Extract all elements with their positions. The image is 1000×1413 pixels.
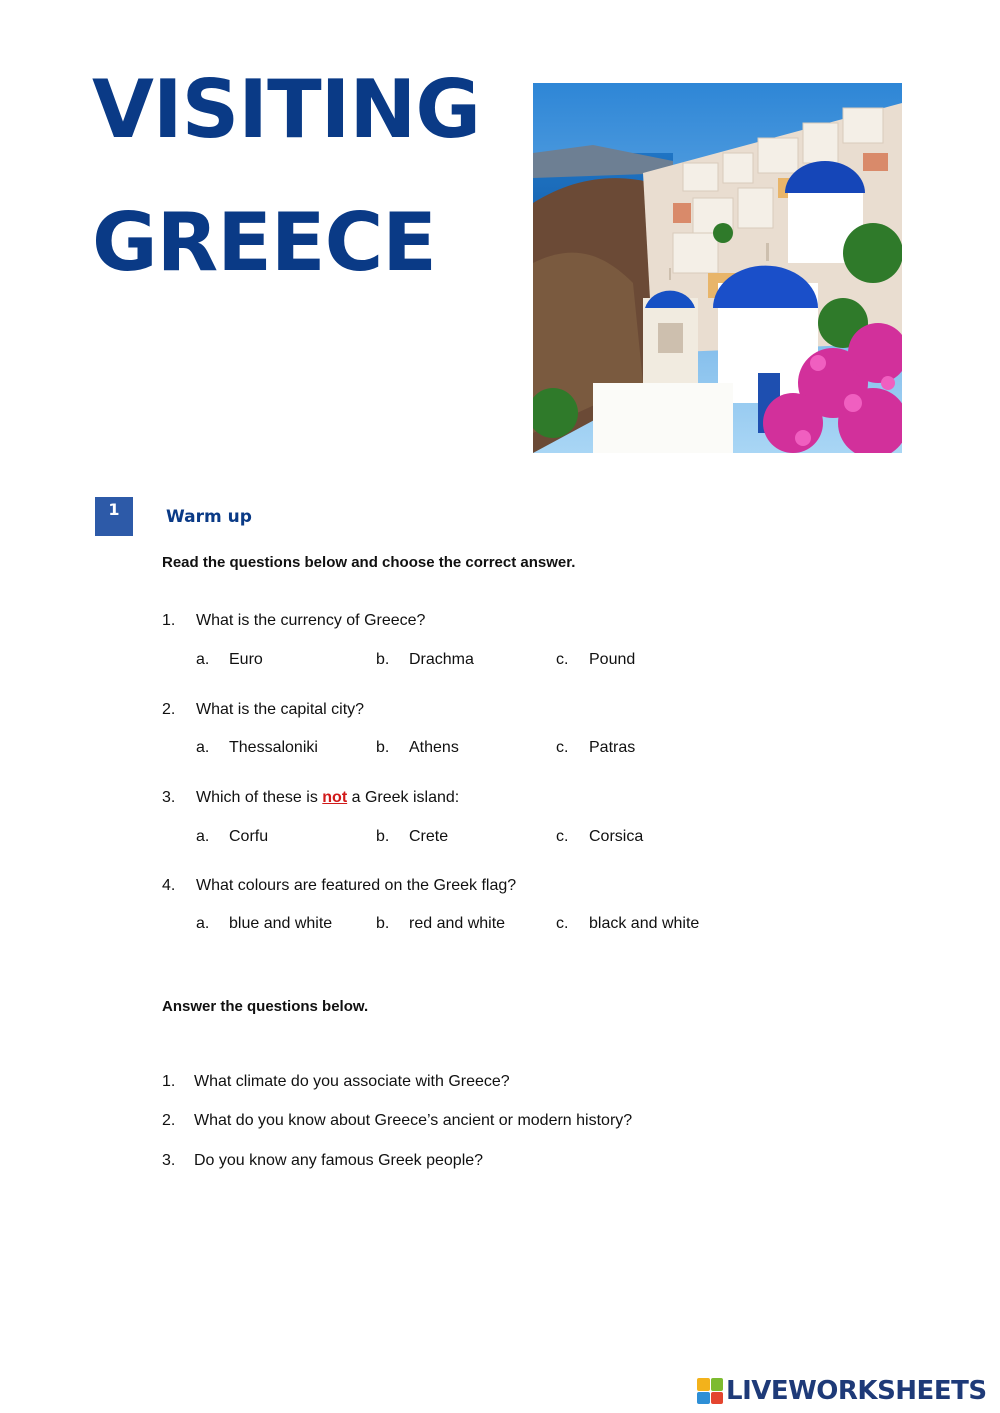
option-text: Corsica [589,828,644,845]
option-letter: b. [376,915,390,932]
option-4a[interactable] [196,915,332,933]
question-number: 3. [162,1152,176,1169]
page-title-line-2: GREECE [92,196,436,289]
question-1 [162,612,425,630]
option-2c[interactable] [556,739,635,757]
section-title: Warm up [166,507,252,527]
logo-grid-icon [697,1378,723,1404]
option-letter: a. [196,915,210,932]
page-title-line-1: VISITING [92,63,481,156]
option-letter: c. [556,828,569,845]
option-letter: a. [196,739,210,756]
option-text: Athens [409,739,459,756]
option-letter: b. [376,828,390,845]
question-number: 3. [162,789,176,806]
option-2b[interactable] [376,739,459,757]
question-4 [162,877,516,895]
option-letter: c. [556,651,569,668]
santorini-photo [533,83,902,453]
liveworksheets-logo[interactable] [697,1378,987,1404]
question-text: What is the capital city? [196,701,365,718]
open-question-1 [162,1073,510,1091]
option-text: blue and white [229,915,333,932]
question-text: What do you know about Greece’s ancient or modern history? [194,1112,633,1129]
option-letter: b. [376,651,390,668]
question-number: 1. [162,612,176,629]
question-text: What colours are featured on the Greek flag? [196,877,517,894]
question-number: 1. [162,1073,176,1090]
option-text: Patras [589,739,636,756]
option-1b[interactable] [376,651,474,669]
question-3 [162,789,459,807]
option-letter: a. [196,828,210,845]
option-letter: a. [196,651,210,668]
option-text: black and white [589,915,700,932]
option-4c[interactable] [556,915,699,933]
open-question-3 [162,1152,483,1170]
option-text: Corfu [229,828,269,845]
option-text: Euro [229,651,263,668]
question-text: What climate do you associate with Greece? [194,1073,510,1090]
option-1a[interactable] [196,651,263,669]
question-text: What is the currency of Greece? [196,612,426,629]
option-text: Drachma [409,651,474,668]
option-1c[interactable] [556,651,635,669]
option-text: Crete [409,828,449,845]
section-number-badge: 1 [95,497,133,536]
multiple-choice-instruction: Read the questions below and choose the correct answer. [162,554,576,571]
question-text-after: a Greek island: [347,789,460,806]
option-3b[interactable] [376,828,448,846]
question-number: 2. [162,701,176,718]
option-letter: b. [376,739,390,756]
option-3a[interactable] [196,828,268,846]
option-letter: c. [556,915,569,932]
question-number: 2. [162,1112,176,1129]
option-2a[interactable] [196,739,318,757]
question-emphasis: not [322,789,348,806]
option-text: red and white [409,915,506,932]
open-questions-instruction: Answer the questions below. [162,998,369,1015]
option-4b[interactable] [376,915,505,933]
option-text: Pound [589,651,636,668]
question-number: 4. [162,877,176,894]
option-text: Thessaloniki [229,739,318,756]
question-text-before: Which of these is [196,789,323,806]
option-letter: c. [556,739,569,756]
logo-text: LIVEWORKSHEETS [726,1376,987,1406]
open-question-2 [162,1112,632,1130]
question-text: Do you know any famous Greek people? [194,1152,484,1169]
question-2 [162,701,364,719]
option-3c[interactable] [556,828,643,846]
